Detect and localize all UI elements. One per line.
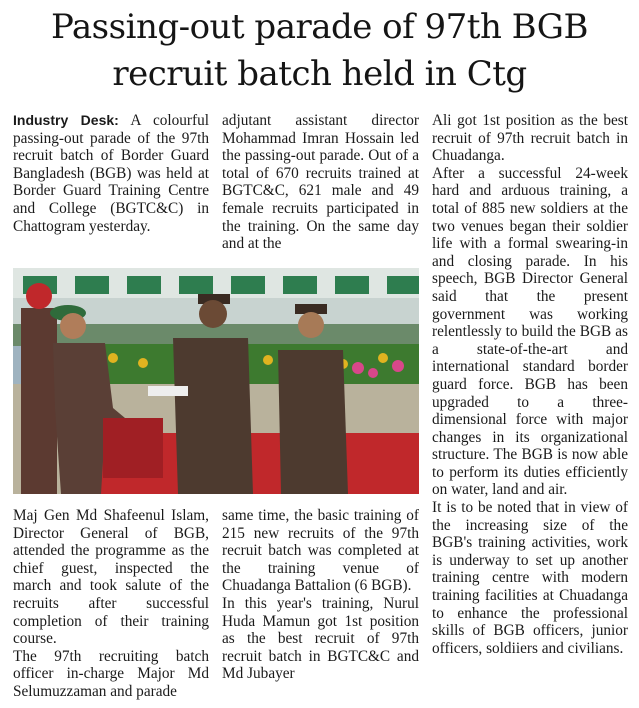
byline: Industry Desk: <box>13 112 119 128</box>
column-3-paragraph-3: It is to be noted that in view of the increasing size of the BGB's training activities, work is underway to set up another training centre with modern training facilities at Chuadanga to enhance the professional skills of BGB officers, junior officers, soldiiers and civilians. <box>432 499 628 657</box>
column-3-paragraph-1: Ali got 1st position as the best recruit of 97th recruit batch in Chuadanga. <box>432 112 628 165</box>
column-1-bottom <box>13 507 209 701</box>
column-1-bottom-paragraph-1: Maj Gen Md Shafeenul Islam, Director General of BGB, attended the programme as the chief guest, inspected the march and took salute of the recruits after successful completion of their training course. <box>13 507 209 648</box>
column-2-top-text: adjutant assistant director Mohammad Imran Hossain led the passing-out parade. Out of a total of 670 recruits trained at BGTC&C, 621 male and 49 female recruits participated in the training. On the same day and at the <box>222 112 419 253</box>
column-2-bottom <box>222 507 419 683</box>
column-2-bottom-paragraph-2: In this year's training, Nurul Huda Mamun got 1st position as the best recruit of 97th recruit batch in BGTC&C and Md Jubayer <box>222 594 419 683</box>
column-3 <box>432 112 628 657</box>
lead-text: A colourful passing-out parade of the 97th recruit batch of Border Guard Bangladesh (BGB) was held at Border Guard Training Centre and College (BGTC&C) in Chattogram yesterday. <box>13 112 210 235</box>
news-photo <box>13 268 419 494</box>
headline-line-1: Passing-out parade of 97th BGB <box>51 7 588 47</box>
column-2-top <box>222 112 419 253</box>
column-1-top <box>13 112 209 235</box>
headline-line-2: recruit batch held in Ctg <box>112 54 527 94</box>
column-2-bottom-paragraph-1: same time, the basic training of 215 new recruits of the 97th recruit batch was completed at the training venue of Chuadanga Battalion (6 BGB). <box>222 507 419 595</box>
column-1-bottom-paragraph-2: The 97th recruiting batch officer in-charge Major Md Selumuzzaman and parade <box>13 647 209 700</box>
lead-paragraph <box>13 112 209 235</box>
column-3-paragraph-2: After a successful 24-week hard and arduous training, a total of 885 new soldiers at the two venues began their soldier life with a formal swearing-in and closing parade. In his speech, BGB Director General said that the present government was working relentlessly to build the BGB as a state-of-the-art and international standard border guard force. BGB has been upgraded to a three-dimensional force with major changes in its organizational structure. The BGB is now able to perform its duties efficiently on water, land and air. <box>432 164 628 499</box>
headline <box>0 4 639 98</box>
